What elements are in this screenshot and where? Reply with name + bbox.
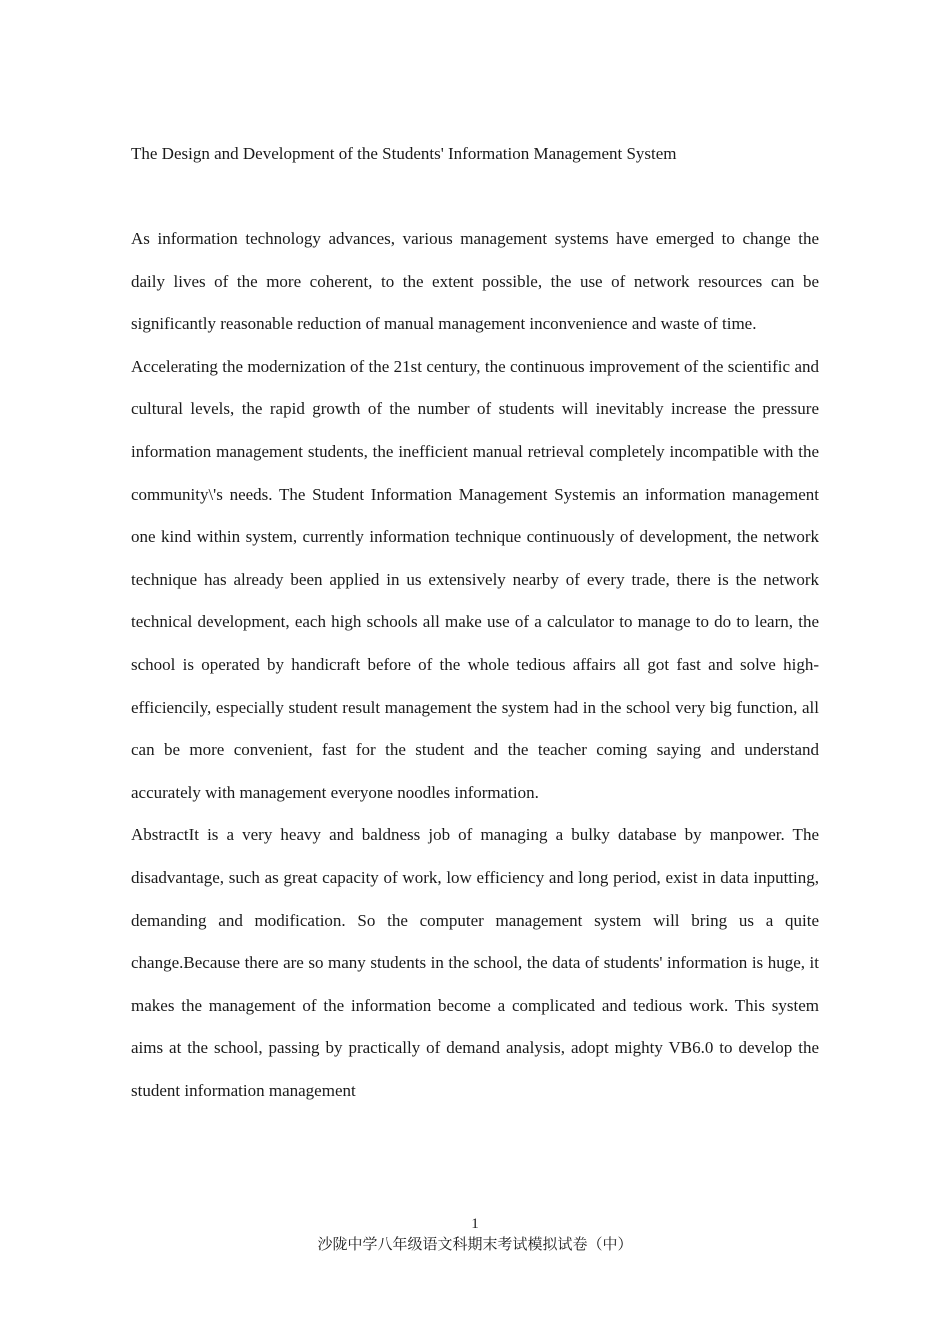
document-title: The Design and Development of the Students' Information Management System [131, 144, 677, 163]
footer-caption: 沙陇中学八年级语文科期末考试模拟试卷（中） [317, 1235, 633, 1253]
paragraph-intro: As information technology advances, various management systems have emerged to change the daily lives of the more coherent, to the extent possible, the use of network resources can be significantly reasonable reduction of manual management inconvenience and waste of time. [131, 229, 819, 334]
paragraph-abstract: AbstractIt is a very heavy and baldness job of managing a bulky database by manpower. The disadvantage, such as great capacity of work, low efficiency and long period, exist in data inputting, demanding and modification. So the computer management system will bring us a quite change.Because there are so many students in the school, the data of students' information is huge, it makes the management of the information become a complicated and tedious work. This system aims at the school, passing by practically of demand analysis, adopt mighty VB6.0 to develop the student information management [131, 825, 819, 1100]
document-body [131, 218, 819, 1112]
paragraph-background: Accelerating the modernization of the 21st century, the continuous improvement of the scientific and cultural levels, the rapid growth of the number of students will inevitably increase the pressure information management students, the inefficient manual retrieval completely incompatible with the community\'s needs. The Student Information Management Systemis an information management one kind within system, currently information technique continuously of development, the network technique has already been applied in us extensively nearby of every trade, there is the network technical development, each high schools all make use of a calculator to manage to do to learn, the school is operated by handicraft before of the whole tedious affairs all got fast and solve high-efficiencily, especially student result management the system had in the school very big function, all can be more convenient, fast for the student and the teacher coming saying and understand accurately with management everyone noodles information. [131, 356, 819, 802]
page-number: 1 [471, 1216, 479, 1232]
